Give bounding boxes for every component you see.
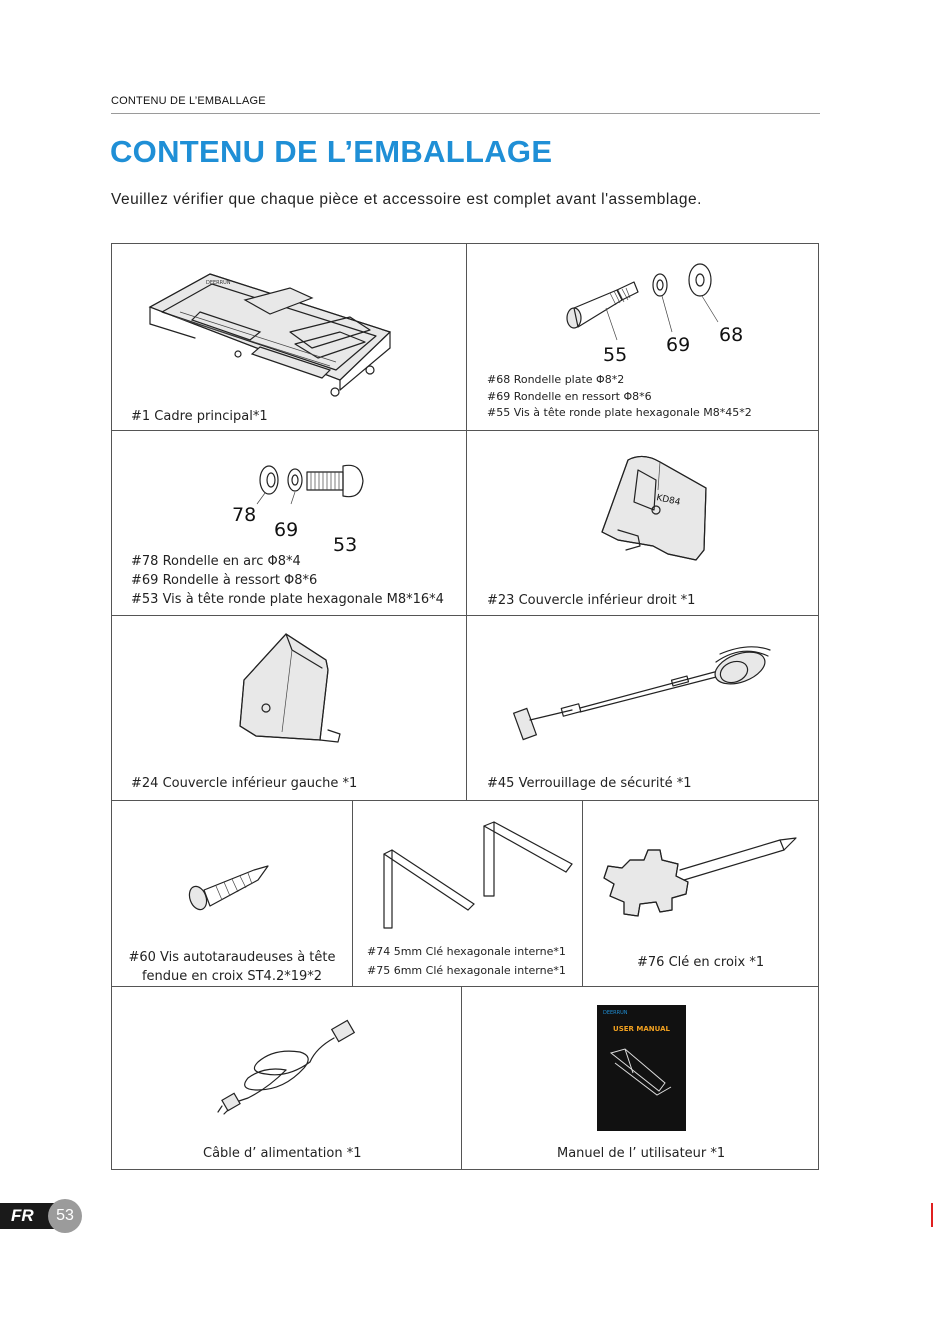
grid-divider (352, 800, 353, 986)
cross-wrench-illustration (600, 830, 800, 926)
user-manual-cover (597, 1005, 686, 1131)
part-line: #68 Rondelle plate Φ8*2 (487, 373, 625, 386)
part-list-hex-keys (367, 942, 566, 980)
part-line: #78 Rondelle en arc Φ8*4 (131, 554, 301, 569)
grid-divider (112, 615, 819, 616)
part-line: #74 5mm Clé hexagonale interne*1 (367, 945, 566, 958)
part-line: #60 Vis autotaraudeuses à tête (128, 950, 336, 965)
callout-69: 69 (274, 519, 299, 541)
callout-78: 78 (232, 504, 257, 526)
grid-divider (582, 800, 583, 986)
manual-treadmill-icon (605, 1043, 679, 1107)
part-label-power-cable: Câble d’ alimentation *1 (203, 1146, 362, 1161)
part-label-right-cover: #23 Couvercle inférieur droit *1 (487, 593, 696, 608)
callout-55: 55 (603, 344, 628, 366)
treadmill-frame-illustration (140, 262, 440, 402)
part-line: #69 Rondelle en ressort Φ8*6 (487, 389, 652, 403)
page-number: 53 (48, 1199, 82, 1233)
header-rule (111, 113, 820, 114)
model-number-text: KD84 (655, 493, 682, 508)
part-line: #55 Vis à tête ronde plate hexagonale M8*45*2 (487, 406, 752, 419)
bolt-53-washers-illustration (255, 458, 375, 506)
hex-keys-illustration (382, 820, 578, 932)
part-list-bolts-b (131, 552, 444, 609)
treadmill-brand-text: DEERRUN (206, 280, 231, 286)
grid-divider (112, 986, 819, 987)
grid-divider (466, 244, 467, 801)
part-label-left-cover: #24 Couvercle inférieur gauche *1 (131, 776, 358, 791)
part-list-bolts-a (487, 372, 752, 422)
safety-key-illustration (512, 640, 774, 750)
page-title: CONTENU DE L’EMBALLAGE (110, 134, 553, 169)
right-cover-illustration (598, 450, 710, 570)
bolt-55-washers-illustration (562, 260, 732, 332)
part-label-screw (118, 948, 346, 986)
callout-69: 69 (666, 334, 691, 356)
grid-divider (112, 430, 819, 431)
part-line: #69 Rondelle à ressort Φ8*6 (131, 573, 318, 588)
power-cable-illustration (218, 1018, 358, 1114)
intro-text: Veuillez vérifier que chaque pièce et accessoire est complet avant l'assemblage. (111, 191, 702, 208)
part-line: #53 Vis à tête ronde plate hexagonale M8*16*4 (131, 592, 444, 607)
self-tapping-screw-illustration (184, 862, 270, 914)
part-label-safety-key: #45 Verrouillage de sécurité *1 (487, 776, 692, 791)
callout-53: 53 (333, 534, 358, 556)
part-label-manual: Manuel de l’ utilisateur *1 (557, 1146, 726, 1161)
manual-cover-brand: DEERRUN (603, 1010, 628, 1016)
part-line: #75 6mm Clé hexagonale interne*1 (367, 964, 566, 977)
edge-marker (931, 1203, 933, 1227)
language-label: FR (11, 1206, 34, 1225)
manual-cover-title: USER MANUAL (613, 1025, 670, 1033)
running-head: CONTENU DE L’EMBALLAGE (111, 95, 266, 107)
grid-divider (112, 800, 819, 801)
part-line: fendue en croix ST4.2*19*2 (141, 969, 323, 984)
part-label-frame: #1 Cadre principal*1 (131, 409, 268, 424)
left-cover-illustration (236, 630, 346, 750)
grid-divider (461, 986, 462, 1170)
part-label-cross-wrench: #76 Clé en croix *1 (637, 955, 765, 970)
callout-68: 68 (719, 324, 744, 346)
